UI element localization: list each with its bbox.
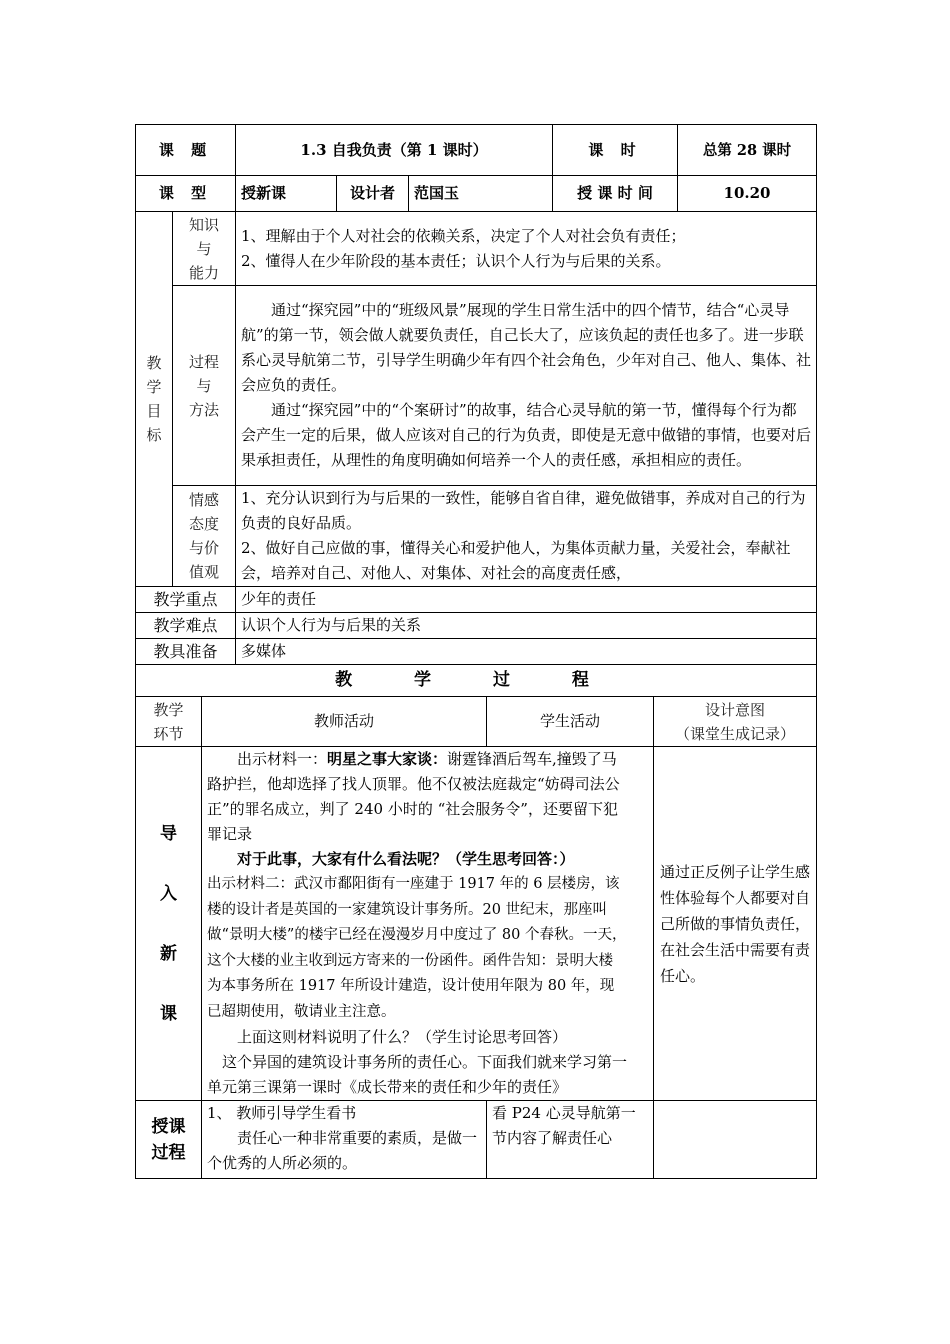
col-teacher: 教师活动 xyxy=(202,697,487,747)
knowledge-line: 1、理解由于个人对社会的依赖关系，决定了个人对社会负有责任； xyxy=(241,226,686,245)
key-point-value: 少年的责任 xyxy=(236,587,817,613)
time-label: 授 课 时 间 xyxy=(553,176,678,212)
type-label: 课 型 xyxy=(136,176,236,212)
objectives-group-label xyxy=(136,212,173,587)
topic-value: 1.3 自我负责（第 1 课时） xyxy=(236,125,553,176)
material-one-text: 谢霆锋酒后驾车,撞毁了马路护拦，他却选择了找人顶罪。他不仅被法庭裁定“妨碍司法公正”的罪名成立，判了 240 小时的 “社会服务令”，还要留下犯罪记录 xyxy=(207,750,620,843)
knowledge-label xyxy=(173,212,236,286)
type-value: 授新课 xyxy=(236,176,337,212)
objectives-table xyxy=(135,211,817,697)
material-one-title: 明星之事大家谈： xyxy=(327,750,448,768)
label-line: 方法 xyxy=(188,400,219,419)
key-point-label: 教学重点 xyxy=(136,587,236,613)
group-char: 学 xyxy=(146,378,162,396)
topic-label: 课 题 xyxy=(136,125,236,176)
emotion-line: 2、做好自己应做的事，懂得关心和爱护他人，为集体贡献力量，关爱社会，奉献社会，培养对自己、对他人、对集体、对社会的高度责任感， xyxy=(241,539,791,582)
col-stage-line: 环节 xyxy=(153,724,184,743)
tools-value: 多媒体 xyxy=(236,639,817,665)
header-table xyxy=(135,124,817,212)
period-label: 课 时 xyxy=(553,125,678,176)
knowledge-content xyxy=(236,212,817,286)
material-one xyxy=(207,747,627,847)
process-title: 教 学 过 程 xyxy=(136,665,817,697)
intro-question: 对于此事，大家有什么看法呢？（学生思考回答：） xyxy=(237,850,575,868)
intro-stage xyxy=(136,747,202,1101)
label-line: 值观 xyxy=(188,563,219,581)
period-value: 总第 28 课时 xyxy=(678,125,817,176)
label-line: 与 xyxy=(196,239,212,258)
col-design-line: 设计意图 xyxy=(704,700,765,719)
col-design xyxy=(654,697,817,747)
intro-teacher xyxy=(202,747,654,1101)
label-line: 知识 xyxy=(188,215,219,234)
process-table xyxy=(135,696,817,1179)
process-paragraph: 通过“探究园”中的“个案研讨”的故事，结合心灵导航的第一节，懂得每个行为都会产生一定的后果，做人应该对自己的行为负责，即使是无意中做错的事情，也要对后果承担责任，从理性的角度明确如何培养一个人的责任感，承担相应的责任。 xyxy=(241,401,812,469)
stage-char: 导 xyxy=(160,823,177,844)
material-two: 出示材料二：武汉市鄱阳街有一座建于 1917 年的 6 层楼房，该楼的设计者是英国的一家建筑设计事务所。20 世纪末，那座叫做“景明大楼”的楼宇已经在漫漫岁月中度过了 80 个春秋。一天，这个大楼的业主收到远方寄来的一份函件。函件告知：景明大楼为本事务所在 1917 年所设计建造，设计使用年限为 80 年，现已超期使用，敬请业主注意。 xyxy=(207,876,627,1020)
difficulty-value: 认识个人行为与后果的关系 xyxy=(236,613,817,639)
label-line: 能力 xyxy=(188,263,219,282)
lesson-design xyxy=(654,1101,817,1179)
designer-label: 设计者 xyxy=(337,176,409,212)
lesson-stage xyxy=(136,1101,202,1179)
tools-label: 教具准备 xyxy=(136,639,236,665)
label-line: 与 xyxy=(196,376,212,395)
lesson-teacher xyxy=(202,1101,487,1179)
label-line: 态度 xyxy=(188,515,219,533)
lesson-teacher-line: 责任心一种非常重要的素质，是做一个优秀的人所必须的。 xyxy=(207,1129,478,1172)
lesson-teacher-line: 1、 教师引导学生看书 xyxy=(207,1104,357,1122)
lesson-plan xyxy=(135,124,816,1179)
col-stage-line: 教学 xyxy=(153,700,184,719)
col-stage xyxy=(136,697,202,747)
stage-line: 授课 xyxy=(151,1116,186,1137)
group-char: 标 xyxy=(146,426,162,444)
process-paragraph: 通过“探究园”中的“班级风景”展现的学生日常生活中的四个情节，结合“心灵导航”的第一节，领会做人就要负责任，自己长大了，应该负起的责任也多了。进一步联系心灵导航第二节，引导学生明确少年有四个社会角色，少年对自己、他人、集体、社会应负的责任。 xyxy=(241,301,812,394)
designer-value: 范国玉 xyxy=(409,176,553,212)
material-one-prefix: 出示材料一： xyxy=(237,750,328,768)
group-char: 教 xyxy=(146,354,162,372)
stage-char: 新 xyxy=(160,943,177,964)
stage-line: 过程 xyxy=(151,1142,186,1163)
stage-char: 入 xyxy=(160,883,177,904)
process-label xyxy=(173,286,236,486)
process-content xyxy=(236,286,817,486)
intro-question-two: 上面这则材料说明了什么？（学生讨论思考回答） xyxy=(237,1028,568,1046)
label-line: 情感 xyxy=(188,491,219,509)
intro-design: 通过正反例子让学生感性体验每个人都要对自己所做的事情负责任，在社会生活中需要有责任心。 xyxy=(654,747,817,1101)
label-line: 过程 xyxy=(188,352,219,371)
emotion-line: 1、充分认识到行为与后果的一致性，能够自省自律，避免做错事，养成对自己的行为负责的良好品质。 xyxy=(241,489,806,532)
col-student: 学生活动 xyxy=(487,697,654,747)
group-char: 目 xyxy=(146,402,162,420)
emotion-label xyxy=(173,486,236,587)
emotion-content xyxy=(236,486,817,587)
label-line: 与价 xyxy=(188,539,219,557)
stage-char: 课 xyxy=(160,1003,177,1024)
knowledge-line: 2、懂得人在少年阶段的基本责任；认识个人行为与后果的关系。 xyxy=(241,251,671,270)
col-design-line: （课堂生成记录） xyxy=(674,724,795,743)
difficulty-label: 教学难点 xyxy=(136,613,236,639)
intro-lead: 这个异国的建筑设计事务所的责任心。下面我们就来学习第一单元第三课第一课时《成长带来的责任和少年的责任》 xyxy=(207,1053,628,1096)
time-value: 10.20 xyxy=(678,176,817,212)
lesson-student: 看 P24 心灵导航第一节内容了解责任心 xyxy=(487,1101,654,1179)
